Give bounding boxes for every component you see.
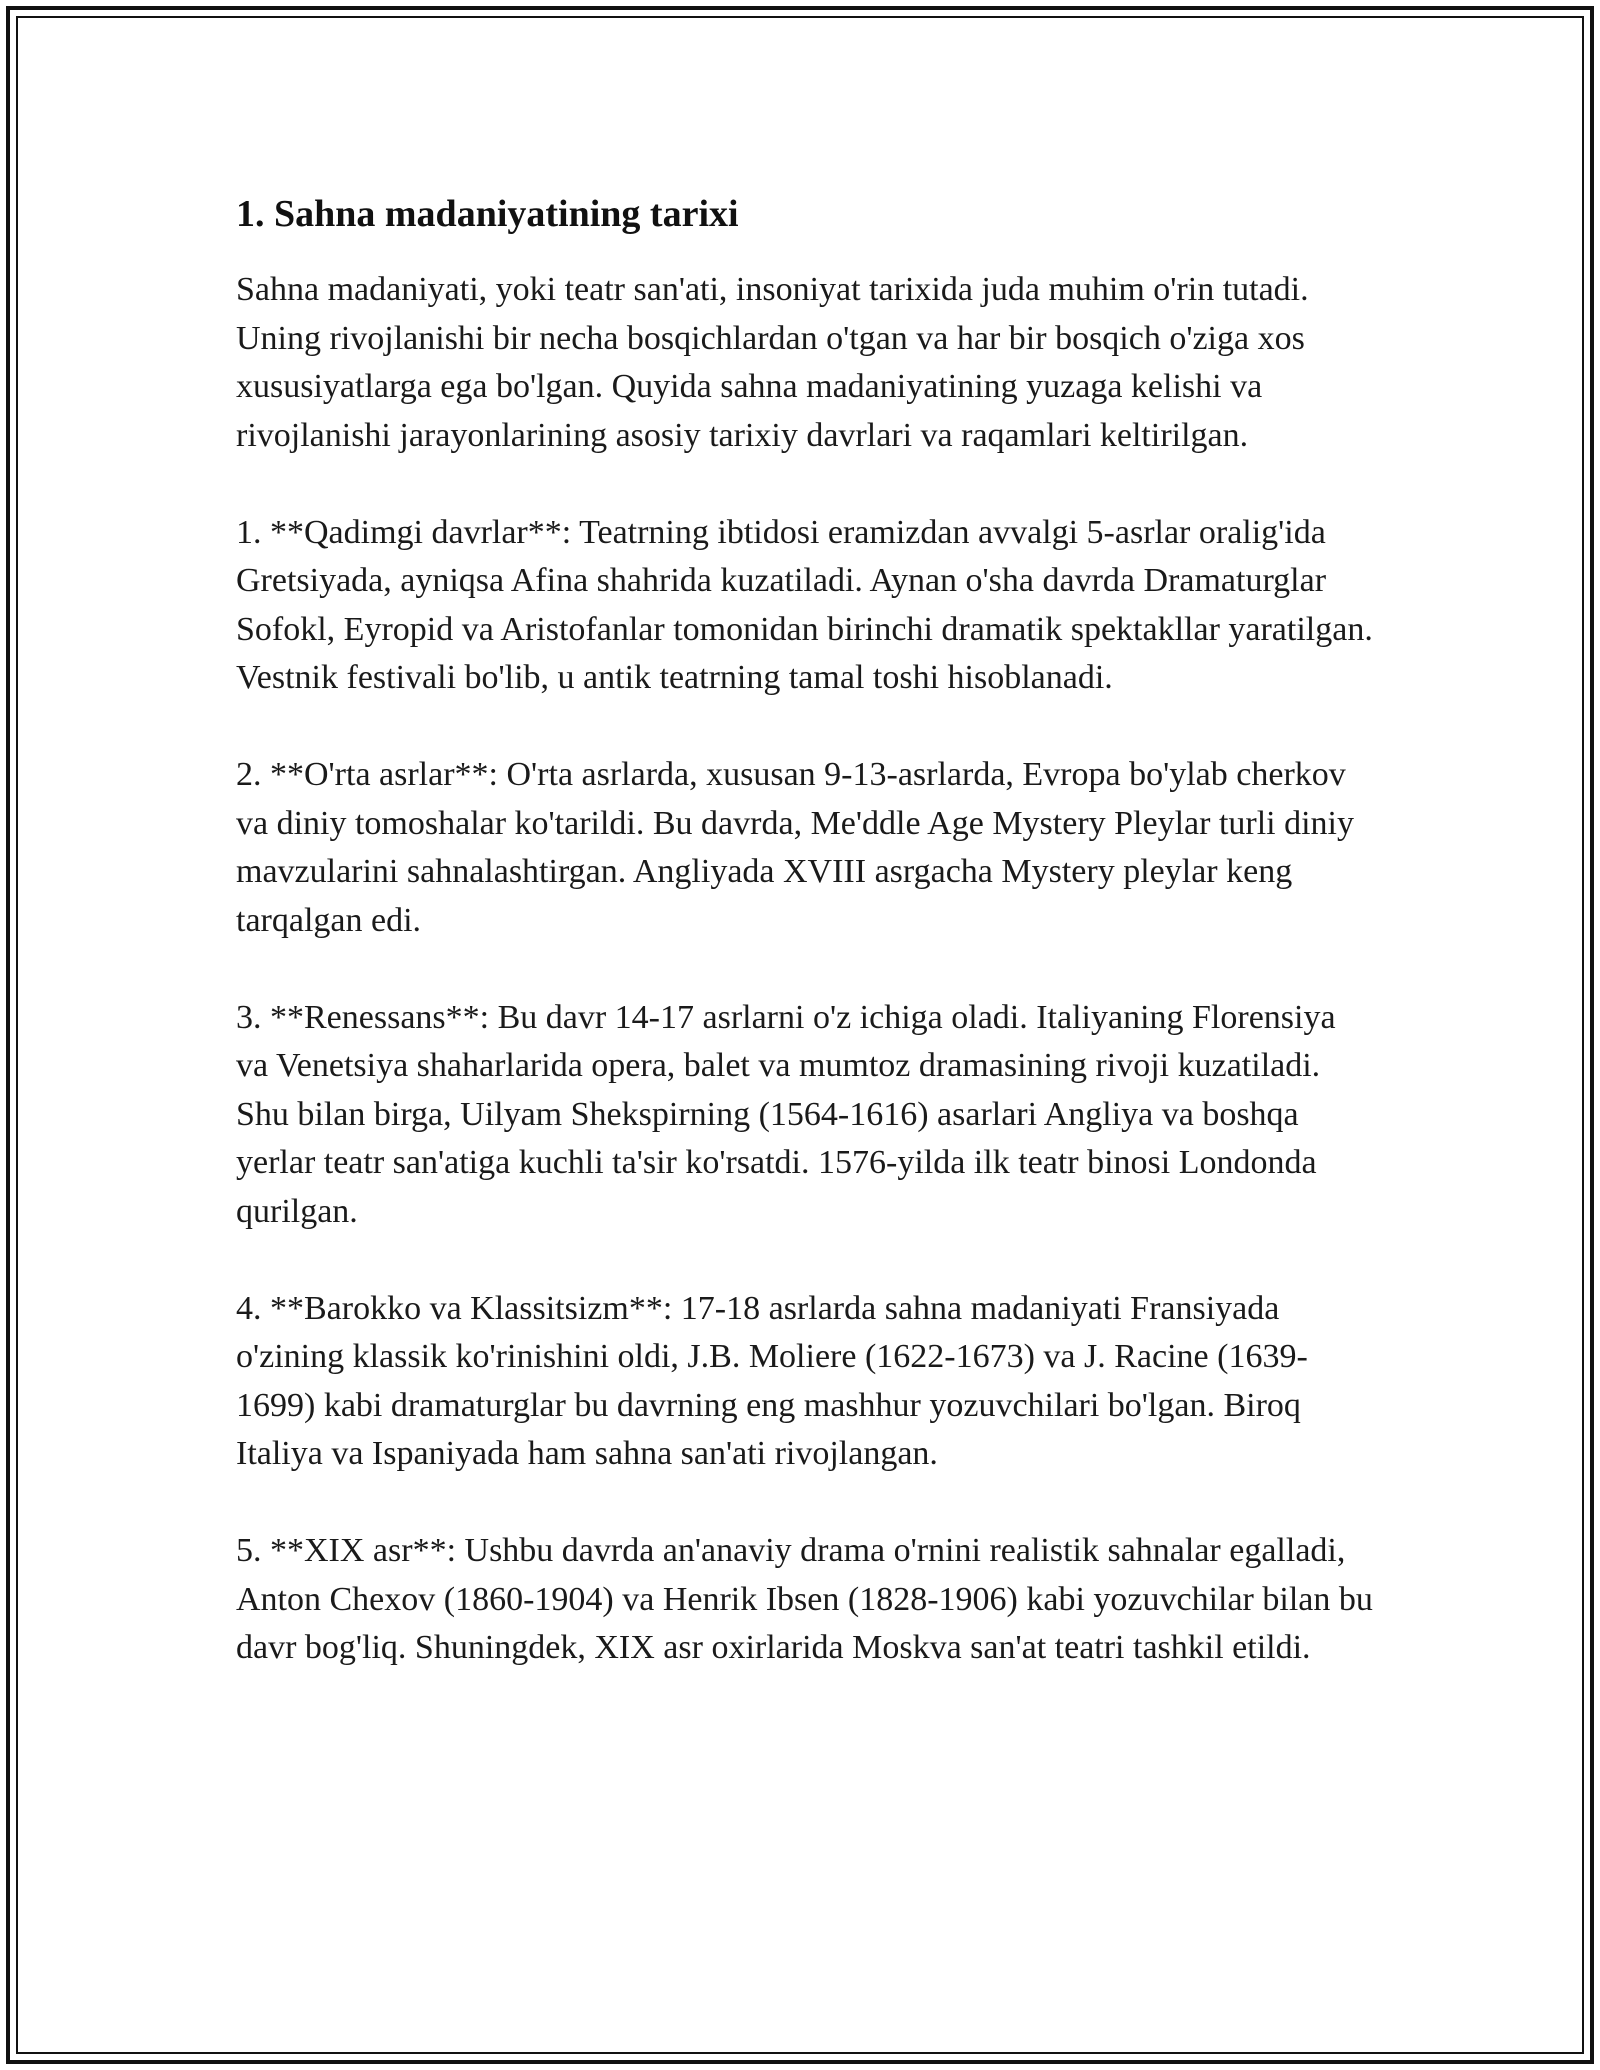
section-middle-ages-paragraph: 2. **O'rta asrlar**: O'rta asrlarda, xususan 9-13-asrlarda, Evropa bo'ylab cherkov va diniy tomoshalar ko'tarildi. Bu davrda, Me'ddle Age Mystery Pleylar turli diniy mavzularini sahnalashtirgan. Angliyada XVIII asrgacha Mystery pleylar keng tarqalgan edi.: [236, 756, 1354, 939]
intro-paragraph: Sahna madaniyati, yoki teatr san'ati, insoniyat tarixida juda muhim o'rin tutadi. Uning rivojlanishi bir necha bosqichlardan o'tgan va har bir bosqich o'ziga xos xususiyatlarga ega bo'lgan. Quyida sahna madaniyatining yuzaga kelishi va rivojlanishi jarayonlarining asosiy tarixiy davrlari va raqamlari keltirilgan.: [236, 271, 1309, 454]
section-19th-century-paragraph: 5. **XIX asr**: Ushbu davrda an'anaviy drama o'rnini realistik sahnalar egalladi, Anton Chexov (1860-1904) va Henrik Ibsen (1828-1906) kabi yozuvchilar bilan bu davr bog'liq. Shuningdek, XIX asr oxirlarida Moskva san'at teatri tashkil etildi.: [236, 1532, 1373, 1666]
document-body: [236, 186, 1376, 1721]
document-title: 1. Sahna madaniyatining tarixi: [236, 193, 739, 235]
section-ancient-paragraph: 1. **Qadimgi davrlar**: Teatrning ibtidosi eramizdan avvalgi 5-asrlar oralig'ida Gretsiyada, ayniqsa Afina shahrida kuzatiladi. Aynan o'sha davrda Dramaturglar Sofokl, Eyropid va Aristofanlar tomonidan birinchi dramatik spektakllar yaratilgan. Vestnik festivali bo'lib, u antik teatrning tamal toshi hisoblanadi.: [236, 513, 1373, 696]
section-renaissance-paragraph: 3. **Renessans**: Bu davr 14-17 asrlarni o'z ichiga oladi. Italiyaning Florensiya va Venetsiya shaharlarida opera, balet va mumtoz dramasining rivoji kuzatiladi. Shu bilan birga, Uilyam Shekspirning (1564-1616) asarlari Angliya va boshqa yerlar teatr san'atiga kuchli ta'sir ko'rsatdi. 1576-yilda ilk teatr binosi Londonda qurilgan.: [236, 998, 1336, 1230]
section-baroque-paragraph: 4. **Barokko va Klassitsizm**: 17-18 asrlarda sahna madaniyati Fransiyada o'zining klassik ko'rinishini oldi, J.B. Moliere (1622-1673) va J. Racine (1639-1699) kabi dramaturglar bu davrning eng mashhur yozuvchilari bo'lgan. Biroq Italiya va Ispaniyada ham sahna san'ati rivojlangan.: [236, 1289, 1308, 1472]
